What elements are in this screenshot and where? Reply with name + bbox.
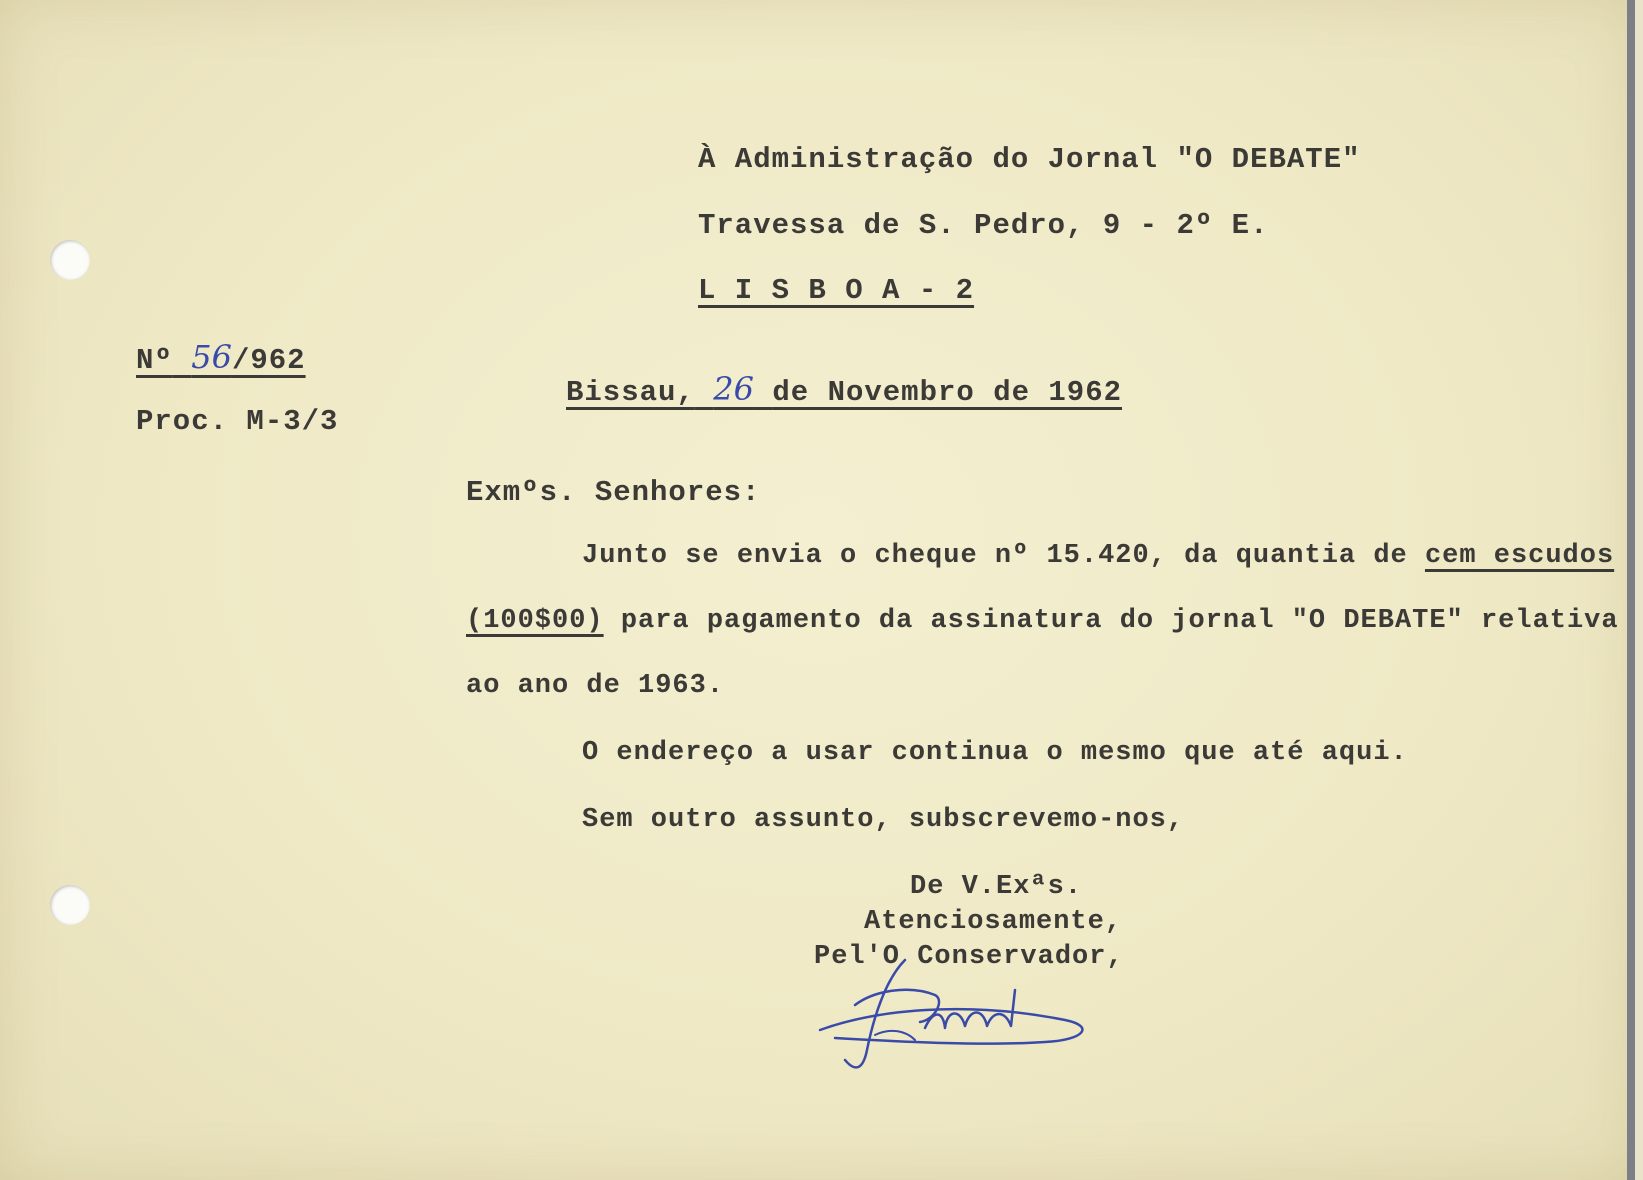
reference-suffix: /962 bbox=[231, 344, 306, 377]
date-city: Bissau, bbox=[566, 376, 695, 409]
date-line bbox=[566, 370, 1122, 409]
closing-line-1: De V.Exªs. bbox=[910, 872, 1083, 902]
closing-line-3: Pel'O Conservador, bbox=[814, 942, 1124, 972]
body-paragraph-1-line-3: ao ano de 1963. bbox=[466, 671, 725, 701]
reference-handwritten-number: 56 bbox=[191, 338, 232, 376]
punch-hole-top bbox=[50, 240, 90, 280]
addressee-line-1: À Administração do Jornal "O DEBATE" bbox=[698, 143, 1361, 176]
body-amount-words: cem escudos bbox=[1424, 541, 1615, 571]
date-handwritten-day: 26 bbox=[713, 370, 754, 408]
body-p1-text-2: para pagamento da assinatura do jornal "O DEBATE" relativa bbox=[603, 606, 1619, 636]
scan-edge bbox=[1627, 0, 1635, 1180]
reference-prefix: Nº bbox=[136, 344, 173, 377]
closing-line-2: Atenciosamente, bbox=[864, 907, 1123, 937]
process-number: Proc. M-3/3 bbox=[136, 405, 339, 438]
body-paragraph-1-line-2 bbox=[466, 606, 1619, 636]
body-paragraph-2: O endereço a usar continua o mesmo que até aqui. bbox=[582, 738, 1408, 768]
signature bbox=[815, 950, 1115, 1080]
addressee-line-2: Travessa de S. Pedro, 9 - 2º E. bbox=[698, 209, 1269, 242]
punch-hole-bottom bbox=[50, 885, 90, 925]
addressee-city: L I S B O A - 2 bbox=[698, 274, 975, 307]
body-p1-text: Junto se envia o cheque nº 15.420, da quantia de bbox=[582, 541, 1425, 571]
body-paragraph-1-line-1 bbox=[582, 541, 1614, 571]
salutation: Exmºs. Senhores: bbox=[466, 476, 761, 509]
reference-number bbox=[136, 338, 306, 377]
body-amount-figures: (100$00) bbox=[466, 606, 604, 636]
body-paragraph-3: Sem outro assunto, subscrevemo-nos, bbox=[582, 805, 1185, 835]
date-rest: de Novembro de 1962 bbox=[772, 376, 1123, 409]
